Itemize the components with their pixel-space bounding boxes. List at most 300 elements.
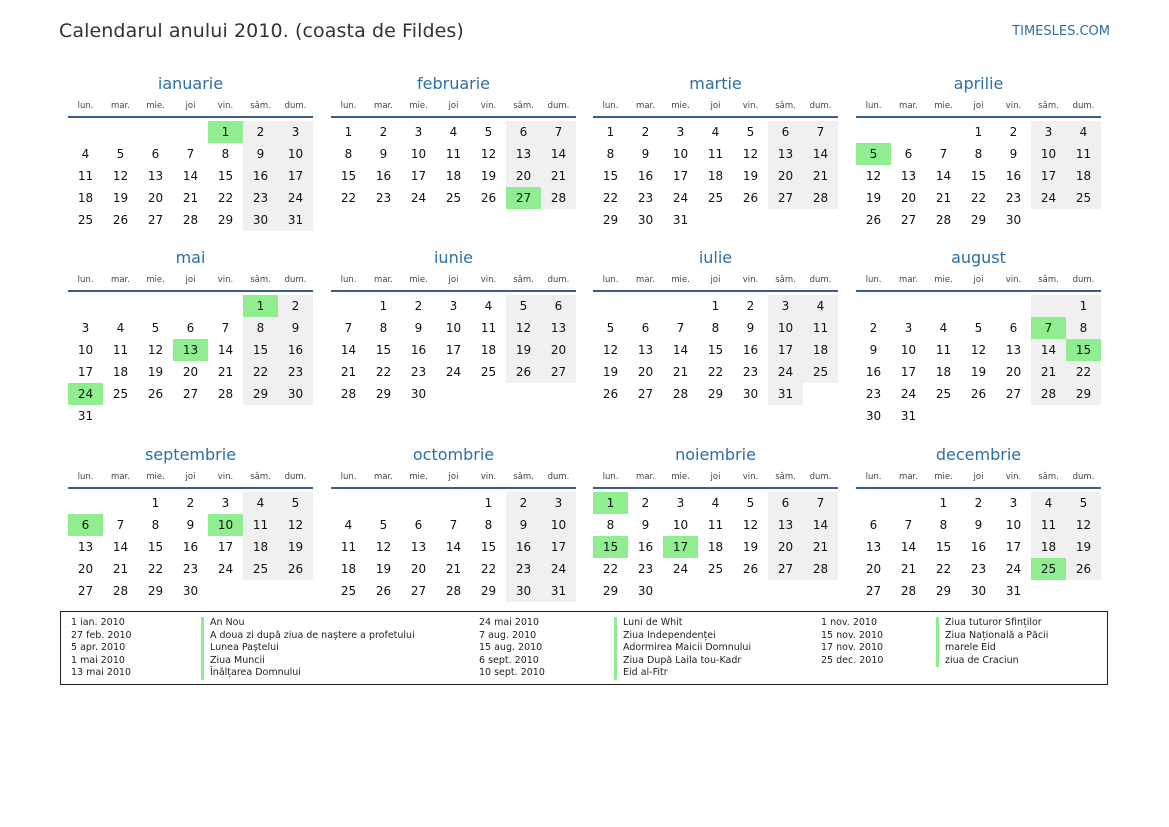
day-cell: 25 (803, 361, 838, 383)
day-cell: 26 (147, 387, 164, 401)
weekday-label: lun. (865, 472, 882, 482)
day-cell: 13 (77, 540, 94, 554)
weekday-label: sâm. (1038, 275, 1059, 285)
month-name: mai (175, 248, 206, 267)
week-row (68, 580, 313, 602)
day-cell: 21 (900, 562, 917, 576)
weekday-label: mie. (671, 275, 690, 285)
day-cell: 2 (974, 496, 983, 510)
empty-cell (698, 580, 733, 602)
weekday-label: mie. (146, 101, 165, 111)
day-cell: 15 (935, 540, 952, 554)
legend-names (936, 617, 1048, 667)
month-name: septembrie (144, 445, 237, 464)
holiday-date: 15 nov. 2010 (821, 629, 884, 641)
day-cell: 23 (506, 558, 541, 580)
day-cell: 28 (445, 584, 462, 598)
day-cell: 20 (637, 365, 654, 379)
empty-cell (961, 295, 996, 317)
day-cell: 20 (865, 562, 882, 576)
empty-cell (891, 295, 926, 317)
empty-cell (138, 405, 173, 427)
empty-cell (593, 295, 628, 317)
weekday-header (856, 270, 1101, 292)
day-cell: 29 (970, 213, 987, 227)
weekday-label: vin. (480, 472, 497, 482)
day-cell: 6 (151, 147, 160, 161)
holiday-date: 7 aug. 2010 (479, 629, 537, 641)
empty-cell (138, 121, 173, 143)
weekday-label: mar. (899, 472, 918, 482)
day-cell: 8 (711, 321, 720, 335)
day-cell: 26 (506, 361, 541, 383)
empty-cell (926, 295, 961, 317)
week-row (68, 143, 313, 165)
weekday-header (593, 270, 838, 292)
weekday-label: vin. (480, 275, 497, 285)
week-row (68, 405, 313, 427)
day-cell: 6 (869, 518, 878, 532)
weekday-label: vin. (217, 101, 234, 111)
holiday-name: Înălțarea Domnului (201, 667, 415, 680)
day-cell: 17 (541, 536, 576, 558)
week-row (68, 492, 313, 514)
day-cell: 23 (243, 187, 278, 209)
day-cell: 8 (606, 518, 615, 532)
day-cell: 26 (375, 584, 392, 598)
empty-cell (103, 492, 138, 514)
day-cell: 20 (182, 365, 199, 379)
empty-cell (698, 209, 733, 231)
day-cell: 14 (445, 540, 462, 554)
day-cell: 27 (410, 584, 427, 598)
week-row (331, 580, 576, 602)
day-cell: 22 (602, 191, 619, 205)
empty-cell (103, 405, 138, 427)
day-cell: 10 (541, 514, 576, 536)
day-cell: 15 (480, 540, 497, 554)
day-cell: 2 (746, 299, 755, 313)
weekday-label: lun. (602, 101, 619, 111)
day-cell: 4 (803, 295, 838, 317)
month-days (593, 121, 838, 231)
weekday-label: mie. (934, 472, 953, 482)
day-cell: 19 (1066, 536, 1101, 558)
week-row (68, 165, 313, 187)
day-cell: 31 (900, 409, 917, 423)
holiday-day-cell: 1 (593, 492, 628, 514)
day-cell: 13 (768, 514, 803, 536)
day-cell: 12 (602, 343, 619, 357)
day-cell: 5 (746, 125, 755, 139)
holiday-day-cell: 1 (243, 295, 278, 317)
month-august (856, 247, 1101, 427)
day-cell: 21 (803, 165, 838, 187)
week-row (856, 492, 1101, 514)
day-cell: 26 (742, 562, 759, 576)
week-row (68, 209, 313, 231)
day-cell: 7 (449, 518, 458, 532)
weekday-label: mie. (934, 101, 953, 111)
day-cell: 9 (641, 147, 650, 161)
day-cell: 30 (1005, 213, 1022, 227)
holiday-day-cell: 24 (68, 383, 103, 405)
day-cell: 14 (112, 540, 129, 554)
day-cell: 11 (480, 321, 497, 335)
weekday-label: mar. (374, 472, 393, 482)
weekday-label: mar. (111, 472, 130, 482)
month-name: iulie (698, 248, 733, 267)
day-cell: 11 (803, 317, 838, 339)
empty-cell (208, 295, 243, 317)
day-cell: 8 (484, 518, 493, 532)
empty-cell (961, 405, 996, 427)
day-cell: 17 (77, 365, 94, 379)
weekday-header (593, 467, 838, 489)
day-cell: 29 (147, 584, 164, 598)
legend-dates (821, 617, 883, 667)
day-cell: 11 (935, 343, 952, 357)
day-cell: 30 (637, 213, 654, 227)
week-row (593, 492, 838, 514)
day-cell: 26 (112, 213, 129, 227)
day-cell: 1 (344, 125, 353, 139)
day-cell: 4 (939, 321, 948, 335)
holiday-day-cell: 7 (1031, 317, 1066, 339)
weekday-label: mar. (374, 101, 393, 111)
weekday-label: vin. (742, 275, 759, 285)
day-cell: 2 (186, 496, 195, 510)
day-cell: 21 (217, 365, 234, 379)
weekday-header (331, 467, 576, 489)
month-days (68, 295, 313, 427)
empty-cell (996, 405, 1031, 427)
weekday-label: dum. (547, 275, 570, 285)
day-cell: 26 (970, 387, 987, 401)
month-days (593, 492, 838, 602)
empty-cell (436, 383, 471, 405)
empty-cell (803, 383, 838, 405)
weekday-header (68, 96, 313, 118)
empty-cell (1031, 580, 1066, 602)
day-cell: 1 (151, 496, 160, 510)
holiday-legend (60, 611, 1108, 685)
day-cell: 24 (672, 191, 689, 205)
day-cell: 20 (768, 536, 803, 558)
day-cell: 13 (865, 540, 882, 554)
holiday-date: 25 dec. 2010 (821, 654, 884, 666)
weekday-label: sâm. (513, 472, 534, 482)
weekday-header (856, 96, 1101, 118)
month-septembrie (68, 444, 313, 602)
weekday-label: sâm. (513, 275, 534, 285)
day-cell: 31 (541, 580, 576, 602)
weekday-label: lun. (602, 472, 619, 482)
day-cell: 13 (768, 143, 803, 165)
day-cell: 7 (939, 147, 948, 161)
day-cell: 3 (81, 321, 90, 335)
day-cell: 13 (410, 540, 427, 554)
holiday-date: 10 sept. 2010 (479, 667, 545, 678)
month-days (331, 121, 576, 209)
day-cell: 9 (414, 321, 423, 335)
month-days (68, 121, 313, 231)
day-cell: 4 (243, 492, 278, 514)
day-cell: 2 (243, 121, 278, 143)
day-cell: 25 (77, 213, 94, 227)
week-row (856, 317, 1101, 339)
day-cell: 7 (116, 518, 125, 532)
day-cell: 18 (935, 365, 952, 379)
day-cell: 19 (602, 365, 619, 379)
week-row (856, 514, 1101, 536)
day-cell: 16 (637, 540, 654, 554)
day-cell: 1 (711, 299, 720, 313)
day-cell: 5 (151, 321, 160, 335)
day-cell: 7 (904, 518, 913, 532)
week-row (68, 361, 313, 383)
weekday-label: mie. (671, 101, 690, 111)
day-cell: 11 (340, 540, 357, 554)
holiday-day-cell: 15 (593, 536, 628, 558)
week-row (593, 339, 838, 361)
day-cell: 3 (221, 496, 230, 510)
weekday-label: mie. (409, 472, 428, 482)
day-cell: 29 (1066, 383, 1101, 405)
empty-cell (103, 295, 138, 317)
week-row (856, 143, 1101, 165)
day-cell: 10 (445, 321, 462, 335)
weekday-label: sâm. (775, 275, 796, 285)
weekday-label: dum. (1072, 101, 1095, 111)
day-cell: 4 (1031, 492, 1066, 514)
empty-cell (208, 405, 243, 427)
week-row (331, 339, 576, 361)
week-row (68, 558, 313, 580)
day-cell: 12 (742, 518, 759, 532)
day-cell: 3 (1031, 121, 1066, 143)
legend-dates (71, 617, 132, 680)
day-cell: 18 (480, 343, 497, 357)
week-row (331, 165, 576, 187)
week-row (593, 558, 838, 580)
week-row (331, 121, 576, 143)
day-cell: 29 (217, 213, 234, 227)
day-cell: 9 (506, 514, 541, 536)
week-row (593, 536, 838, 558)
empty-cell (803, 580, 838, 602)
holiday-name: Eid al-Fitr (614, 667, 751, 680)
day-cell: 30 (278, 383, 313, 405)
weekday-label: vin. (217, 472, 234, 482)
day-cell: 22 (707, 365, 724, 379)
day-cell: 30 (410, 387, 427, 401)
day-cell: 30 (182, 584, 199, 598)
holiday-name: Lunea Paștelui (201, 642, 415, 655)
day-cell: 19 (112, 191, 129, 205)
day-cell: 6 (414, 518, 423, 532)
day-cell: 26 (602, 387, 619, 401)
day-cell: 5 (379, 518, 388, 532)
month-days (331, 492, 576, 602)
weekday-label: mie. (146, 275, 165, 285)
day-cell: 16 (410, 343, 427, 357)
holiday-day-cell: 13 (173, 339, 208, 361)
day-cell: 18 (243, 536, 278, 558)
site-link[interactable]: TIMESLES.COM (1012, 24, 1110, 39)
month-name: ianuarie (157, 74, 224, 93)
week-row (331, 361, 576, 383)
day-cell: 7 (541, 121, 576, 143)
week-row (68, 514, 313, 536)
holiday-day-cell: 6 (68, 514, 103, 536)
day-cell: 28 (217, 387, 234, 401)
day-cell: 21 (1031, 361, 1066, 383)
day-cell: 3 (414, 125, 423, 139)
empty-cell (733, 580, 768, 602)
week-row (593, 580, 838, 602)
day-cell: 23 (970, 562, 987, 576)
day-cell: 22 (480, 562, 497, 576)
day-cell: 28 (935, 213, 952, 227)
day-cell: 17 (900, 365, 917, 379)
day-cell: 21 (182, 191, 199, 205)
day-cell: 13 (541, 317, 576, 339)
day-cell: 26 (480, 191, 497, 205)
weekday-label: mie. (409, 101, 428, 111)
day-cell: 1 (974, 125, 983, 139)
week-row (856, 361, 1101, 383)
weekday-label: mar. (899, 275, 918, 285)
weekday-label: mar. (636, 472, 655, 482)
day-cell: 16 (506, 536, 541, 558)
day-cell: 25 (340, 584, 357, 598)
day-cell: 30 (742, 387, 759, 401)
day-cell: 22 (1066, 361, 1101, 383)
day-cell: 7 (803, 121, 838, 143)
weekday-label: joi (185, 101, 196, 111)
day-cell: 25 (243, 558, 278, 580)
day-cell: 17 (1005, 540, 1022, 554)
month-martie (593, 73, 838, 231)
day-cell: 18 (340, 562, 357, 576)
holiday-date: 27 feb. 2010 (71, 629, 132, 641)
weekday-label: mie. (671, 472, 690, 482)
day-cell: 23 (637, 191, 654, 205)
week-row (593, 295, 838, 317)
week-row (856, 121, 1101, 143)
day-cell: 16 (243, 165, 278, 187)
empty-cell (173, 405, 208, 427)
holiday-day-cell: 17 (663, 536, 698, 558)
day-cell: 30 (506, 580, 541, 602)
day-cell: 18 (707, 540, 724, 554)
week-row (856, 383, 1101, 405)
day-cell: 30 (243, 209, 278, 231)
empty-cell (436, 492, 471, 514)
day-cell: 8 (1066, 317, 1101, 339)
day-cell: 12 (865, 169, 882, 183)
day-cell: 10 (900, 343, 917, 357)
day-cell: 30 (637, 584, 654, 598)
week-row (331, 383, 576, 405)
day-cell: 20 (541, 339, 576, 361)
month-days (856, 121, 1101, 231)
day-cell: 14 (935, 169, 952, 183)
week-row (856, 536, 1101, 558)
empty-cell (663, 580, 698, 602)
weekday-label: mar. (899, 101, 918, 111)
day-cell: 21 (672, 365, 689, 379)
day-cell: 12 (480, 147, 497, 161)
day-cell: 12 (742, 147, 759, 161)
day-cell: 26 (742, 191, 759, 205)
weekday-label: joi (973, 472, 984, 482)
month-days (331, 295, 576, 405)
day-cell: 15 (147, 540, 164, 554)
day-cell: 8 (344, 147, 353, 161)
day-cell: 16 (1005, 169, 1022, 183)
day-cell: 8 (151, 518, 160, 532)
day-cell: 11 (707, 518, 724, 532)
empty-cell (208, 580, 243, 602)
day-cell: 28 (1031, 383, 1066, 405)
empty-cell (768, 580, 803, 602)
day-cell: 7 (676, 321, 685, 335)
day-cell: 27 (865, 584, 882, 598)
day-cell: 11 (1066, 143, 1101, 165)
day-cell: 9 (186, 518, 195, 532)
day-cell: 18 (1031, 536, 1066, 558)
day-cell: 4 (1066, 121, 1101, 143)
weekday-label: mar. (636, 275, 655, 285)
month-days (856, 492, 1101, 602)
week-row (68, 317, 313, 339)
day-cell: 16 (970, 540, 987, 554)
empty-cell (926, 121, 961, 143)
weekday-label: mar. (111, 101, 130, 111)
week-row (331, 492, 576, 514)
holiday-date: 1 ian. 2010 (71, 617, 125, 628)
week-row (68, 295, 313, 317)
day-cell: 22 (935, 562, 952, 576)
empty-cell (891, 492, 926, 514)
day-cell: 12 (506, 317, 541, 339)
day-cell: 10 (1005, 518, 1022, 532)
week-row (593, 361, 838, 383)
day-cell: 4 (711, 125, 720, 139)
holiday-day-cell: 10 (208, 514, 243, 536)
day-cell: 16 (637, 169, 654, 183)
day-cell: 29 (375, 387, 392, 401)
weekday-label: lun. (865, 101, 882, 111)
day-cell: 24 (900, 387, 917, 401)
day-cell: 27 (768, 187, 803, 209)
day-cell: 26 (278, 558, 313, 580)
week-row (68, 187, 313, 209)
weekday-label: lun. (340, 472, 357, 482)
day-cell: 17 (445, 343, 462, 357)
month-days (593, 295, 838, 405)
day-cell: 11 (112, 343, 129, 357)
day-cell: 8 (606, 147, 615, 161)
day-cell: 11 (445, 147, 462, 161)
day-cell: 23 (742, 365, 759, 379)
page-title: Calendarul anului 2010. (coasta de Fildes) (59, 20, 464, 42)
day-cell: 18 (803, 339, 838, 361)
empty-cell (68, 492, 103, 514)
day-cell: 1 (484, 496, 493, 510)
